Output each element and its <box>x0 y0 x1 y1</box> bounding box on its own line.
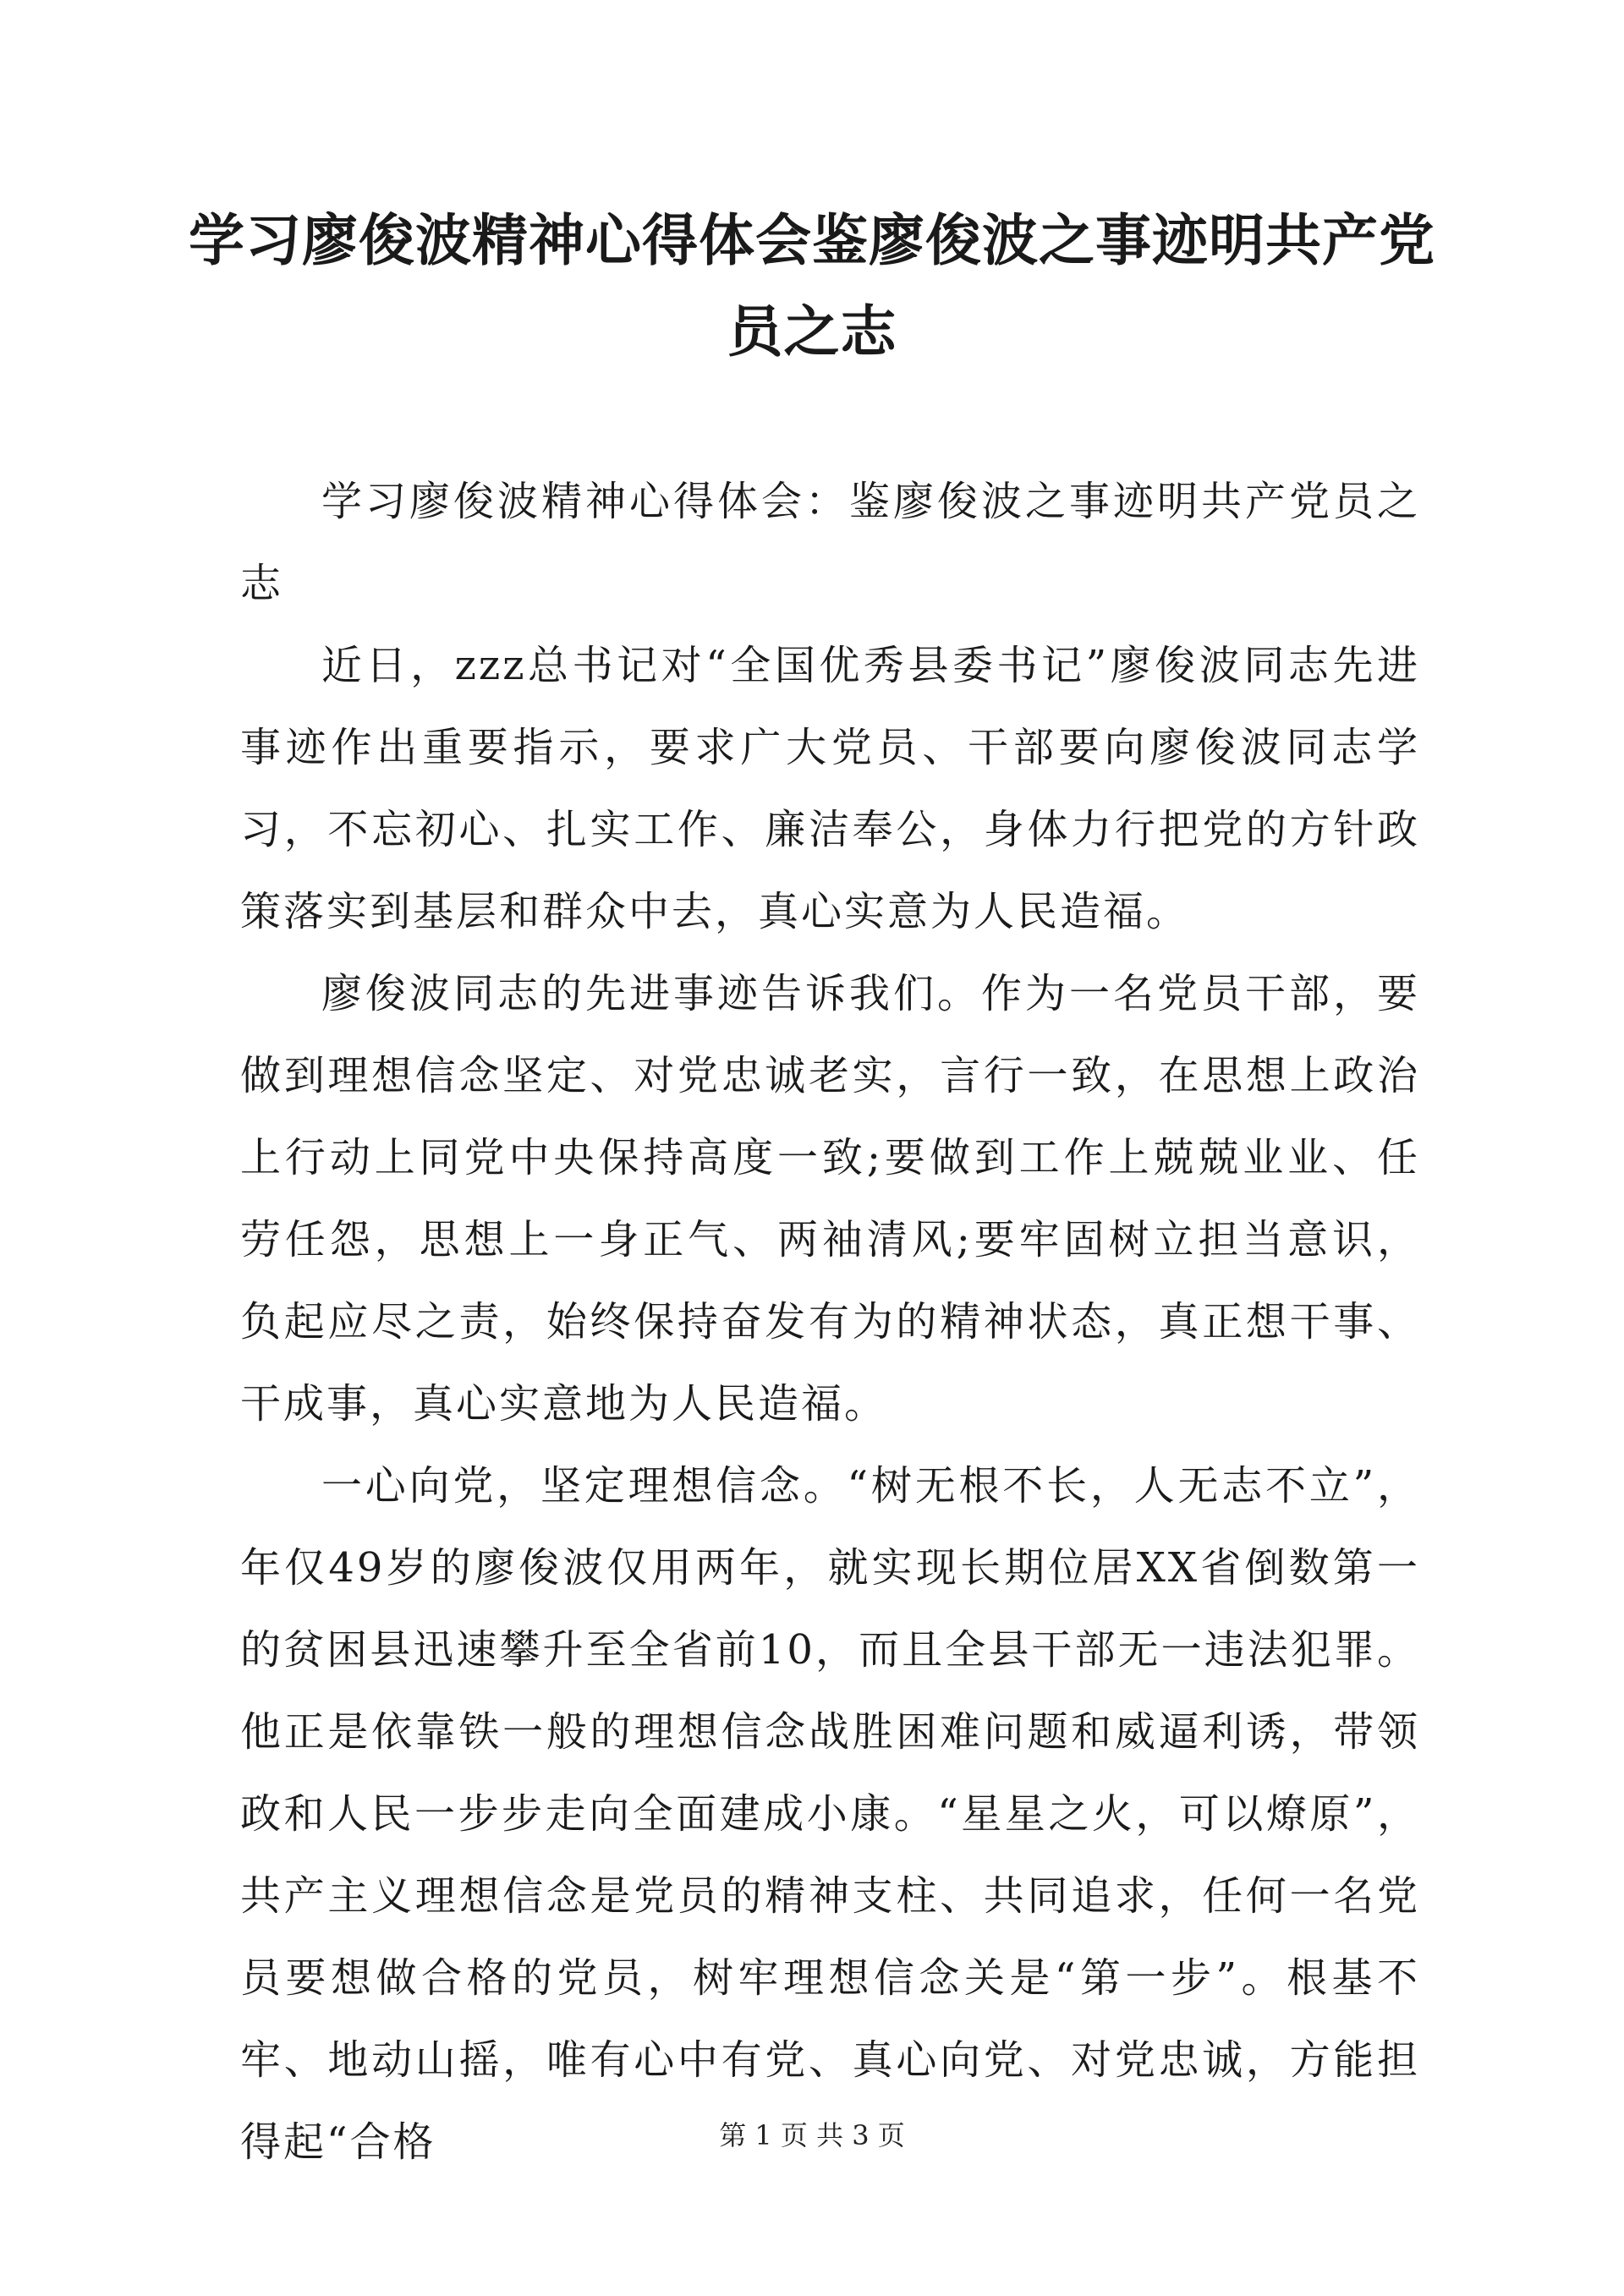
page-number-footer: 第 1 页 共 3 页 <box>719 2119 905 2151</box>
paragraph-lessons: 廖俊波同志的先进事迹告诉我们。作为一名党员干部，要做到理想信念坚定、对党忠诚老实，言行一致，在思想上政治上行动上同党中央保持高度一致;要做到工作上兢兢业业、任劳任怨，思想上一身正气、两袖清风;要牢固树立担当意识，负起应尽之责，始终保持奋发有为的精神状态，真正想干事、干成事，真心实意地为人民造福。 <box>240 970 1420 1427</box>
paragraph-instruction: 近日，zzz总书记对“全国优秀县委书记”廖俊波同志先进事迹作出重要指示，要求广大党员、干部要向廖俊波同志学习，不忘初心、扎实工作、廉洁奉公，身体力行把党的方针政策落实到基层和群众中去，真心实意为人民造福。 <box>240 642 1420 935</box>
paragraph-subtitle: 学习廖俊波精神心得体会：鉴廖俊波之事迹明共产党员之志 <box>240 478 1420 607</box>
document-title: 学习廖俊波精神心得体会鉴廖俊波之事迹明共产党员之志 <box>189 207 1435 364</box>
paragraph-ideals: 一心向党，坚定理想信念。“树无根不长，人无志不立”，年仅49岁的廖俊波仅用两年，就实现长期位居XX省倒数第一的贫困县迅速攀升至全省前10，而且全县干部无一违法犯罪。他正是依靠铁一般的理想信念战胜困难问题和威逼利诱，带领政和人民一步步走向全面建成小康。“星星之火，可以燎原”，共产主义理想信念是党员的精神支柱、共同追求，任何一名党员要想做合格的党员，树牢理想信念关是“第一步”。根基不牢、地动山摇，唯有心中有党、真心向党、对党忠诚，方能担得起“合格 <box>240 1462 1420 2166</box>
document-body <box>240 461 1420 2184</box>
